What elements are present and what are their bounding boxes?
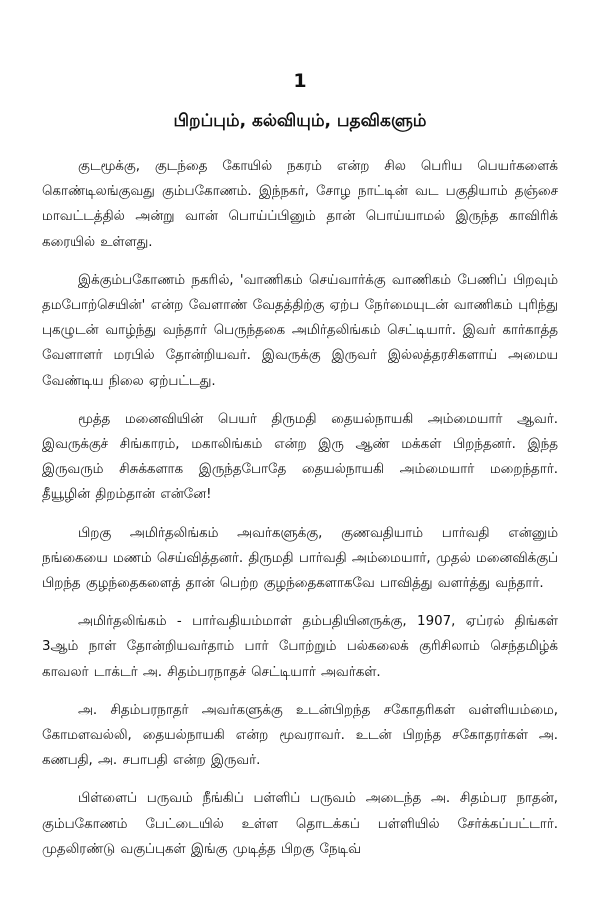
chapter-number: 1 — [293, 70, 307, 92]
paragraph-7: பிள்ளைப் பருவம் நீங்கிப் பள்ளிப் பருவம் அடைந்த அ. சிதம்பர நாதன், கும்பகோணம் பேட்டையில் உள்ள தொடக்கப் பள்ளியில் சேர்க்கப்பட்டார். முதலிரண்டு வகுப்புகள் இங்கு முடித்த பிறகு நேடிவ் — [42, 791, 558, 857]
paragraph-2: இக்கும்பகோணம் நகரில், 'வாணிகம் செய்வார்க்கு வாணிகம் பேணிப் பிறவும் தமபோற்செயின்' என்ற வேளாண் வேதத்திற்கு ஏற்ப நேர்மையுடன் வாணிகம் புரிந்து புகழுடன் வாழ்ந்து வந்தார் பெருந்தகை அமிர்தலிங்கம் செட்டியார். இவர் கார்காத்த வேளாளர் மரபில் தோன்றியவர். இவருக்கு இருவர் இல்லத்தரசிகளாய் அமைய வேண்டிய நிலை ஏற்பட்டது. — [42, 272, 558, 389]
paragraph-5: அமிர்தலிங்கம் - பார்வதியம்மாள் தம்பதியினருக்கு, 1907, ஏப்ரல் திங்கள் 3ஆம் நாள் தோன்றியவர்தாம் பார் போற்றும் பல்கலைக் குரிசிலாம் செந்தமிழ்க் காவலர் டாக்டர் அ. சிதம்பரநாதச் செட்டியார் அவர்கள். — [42, 614, 558, 680]
paragraph-3: மூத்த மனைவியின் பெயர் திருமதி தையல்நாயகி அம்மையார் ஆவர். இவருக்குச் சிங்காரம், மகாலிங்கம் என்ற இரு ஆண் மக்கள் பிறந்தனர். இந்த இருவரும் சிசுக்களாக இருந்தபோதே தையல்நாயகி அம்மையார் மறைந்தார். தீயூழின் திறம்தான் என்னே! — [42, 411, 558, 503]
paragraph-1: குடமூக்கு, குடந்தை கோயில் நகரம் என்ற சில பெரிய பெயர்களைக் கொண்டிலங்குவது கும்பகோணம். இந்நகர், சோழ நாட்டின் வட பகுதியாம் தஞ்சை மாவட்டத்தில் அன்று வான் பொய்ப்பினும் தான் பொய்யாமல் இருந்த காவிரிக் கரையில் உள்ளது. — [42, 159, 558, 250]
paragraph-6: அ. சிதம்பரநாதர் அவர்களுக்கு உடன்பிறந்த சகோதரிகள் வள்ளியம்மை, கோமளவல்லி, தையல்நாயகி என்ற மூவராவர். உடன் பிறந்த சகோதரர்கள் அ. கணபதி, அ. சபாபதி என்ற இருவர். — [42, 702, 558, 769]
paragraph-4: பிறகு அமிர்தலிங்கம் அவர்களுக்கு, குணவதியாம் பார்வதி என்னும் நங்கையை மணம் செய்வித்தனர். திருமதி பார்வதி அம்மையார், முதல் மனைவிக்குப் பிறந்த குழந்தைகளைத் தான் பெற்ற குழந்தைகளாகவே பாவித்து வளர்த்து வந்தார். — [42, 525, 558, 592]
chapter-title: பிறப்பும், கல்வியும், பதவிகளும் — [173, 111, 427, 131]
